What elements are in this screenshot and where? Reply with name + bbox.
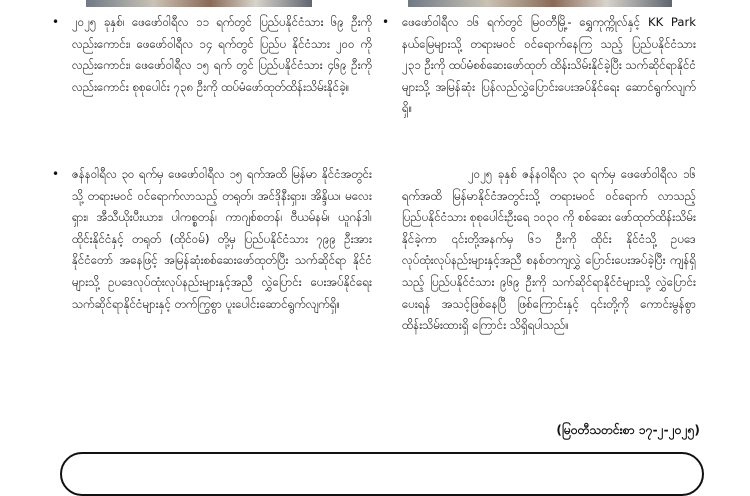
right-bullet-1-text: ဖေဖော်ဝါရီလ ၁၆ ရက်တွင် မြဝတီမြို့- ရွှေကုက္ကိုလ်နှင့် KK Park နယ်မြေများသို့ တရားမဝင် ဝင်ရောက်နေကြ သည့် ပြည်ပနိုင်ငံသား ၂၃၁ ဦးကို ထပ်မံစစ်ဆေးဖော်ထုတ် ထိန်းသိမ်းနိုင်ခဲ့ပြီး သက်ဆိုင်ရာနိုင်ငံများသို့ အမြန်ဆုံး ပြန်လည်လွှဲပြောင်းပေးအပ်နိုင်ရေး ဆောင်ရွက်လျက်ရှိ။ [402,15,696,116]
left-bullet-1-text: ၂၀၂၅ ခုနှစ်၊ ဖေဖော်ဝါရီလ ၁၁ ရက်တွင် ပြည်ပနိုင်ငံသား ၆၉ ဦးကိုလည်းကောင်း၊ ဖေဖော်ဝါရီလ ၁၄ ရက်တွင် ပြည်ပ နိုင်ငံသား ၂၀၀ ကိုလည်းကောင်း၊ ဖေဖော်ဝါရီလ ၁၅ ရက် တွင် ပြည်ပနိုင်ငံသား ၄၆၉ ဦးကိုလည်းကောင်း စုစုပေါင်း ၇၃၈ ဦးကို ထပ်မံဖော်ထုတ်ထိန်းသိမ်းနိုင်ခဲ့။ [72,15,372,94]
top-photo-right [408,0,672,7]
bullet-marker: • [52,15,60,29]
right-paragraph-text: ၂၀၂၅ ခုနှစ် ဇန်နဝါရီလ ၃၀ ရက်မှ ဖေဖော်ဝါရီလ ၁၆ ရက်အထိ မြန်မာနိုင်ငံအတွင်းသို့ တရားမဝင် ဝင်ရောက် လာသည့် ပြည်ပနိုင်ငံသား စုစုပေါင်းဦးရေ ၁၀၃၀ ကို စစ်ဆေး ဖော်ထုတ်ထိန်းသိမ်းနိုင်ခဲ့ကာ ၎င်းတို့အနက်မှ ၆၁ ဦးကို ထိုင်း နိုင်ငံသို့ ဥပဒေလုပ်ထုံးလုပ်နည်းများနှင့်အညီ စနစ်တကျလွှဲ ပြောင်းပေးအပ်ခဲ့ပြီး ကျန်ရှိသည့် ပြည်ပနိုင်ငံသား ၉၆၉ ဦးကို သက်ဆိုင်ရာနိုင်ငံများသို့ လွှဲပြောင်းပေးရန် အသင့်ဖြစ်နေပြီ ဖြစ်ကြောင်းနှင့် ၎င်းတို့ကို ကောင်းမွန်စွာထိန်းသိမ်းထားရှိ ကြောင်း သိရှိရပါသည်။ [402,167,696,333]
source-citation: (မြဝတီသတင်းစာ ၁၇-၂-၂၀၂၅) [556,423,700,437]
bullet-marker: • [52,167,60,181]
left-bullet-2 [72,164,372,315]
left-bullet-1 [72,12,372,98]
bullet-marker: • [382,15,390,29]
top-photo-left [86,0,312,7]
right-paragraph [402,164,696,337]
bottom-frame [60,452,704,496]
left-bullet-2-text: ဇန်နဝါရီလ ၃၀ ရက်မှ ဖေဖော်ဝါရီလ ၁၅ ရက်အထိ မြန်မာ နိုင်ငံအတွင်းသို့ တရားမဝင် ဝင်ရောက်လာသည့် တရုတ်၊ အင်ဒိုနီးရှား၊ အိန္ဒိယ၊ မလေးရှား၊ အီသီယိုးပီးယား၊ ပါကစ္စတန်၊ ကာဂျစ်စတန်၊ ဗီယမ်နမ်၊ ယူဂန်ဒါ၊ ထိုင်းနိုင်ငံနှင့် တရုတ် (ထိုင်ဝမ်) တို့မှ ပြည်ပနိုင်ငံသား ၇၉၉ ဦးအား နိုင်ငံတော် အနေဖြင့် အမြန်ဆုံးစစ်ဆေးဖော်ထုတ်ပြီး သက်ဆိုင်ရာ နိုင်ငံများသို့ ဥပဒေလုပ်ထုံးလုပ်နည်းများနှင့်အညီ လွှဲပြောင်း ပေးအပ်နိုင်ရေး သက်ဆိုင်ရာနိုင်ငံများနှင့် တက်ကြွစွာ ပူးပေါင်းဆောင်ရွက်လျက်ရှိ။ [72,167,372,311]
right-bullet-1 [402,12,696,120]
